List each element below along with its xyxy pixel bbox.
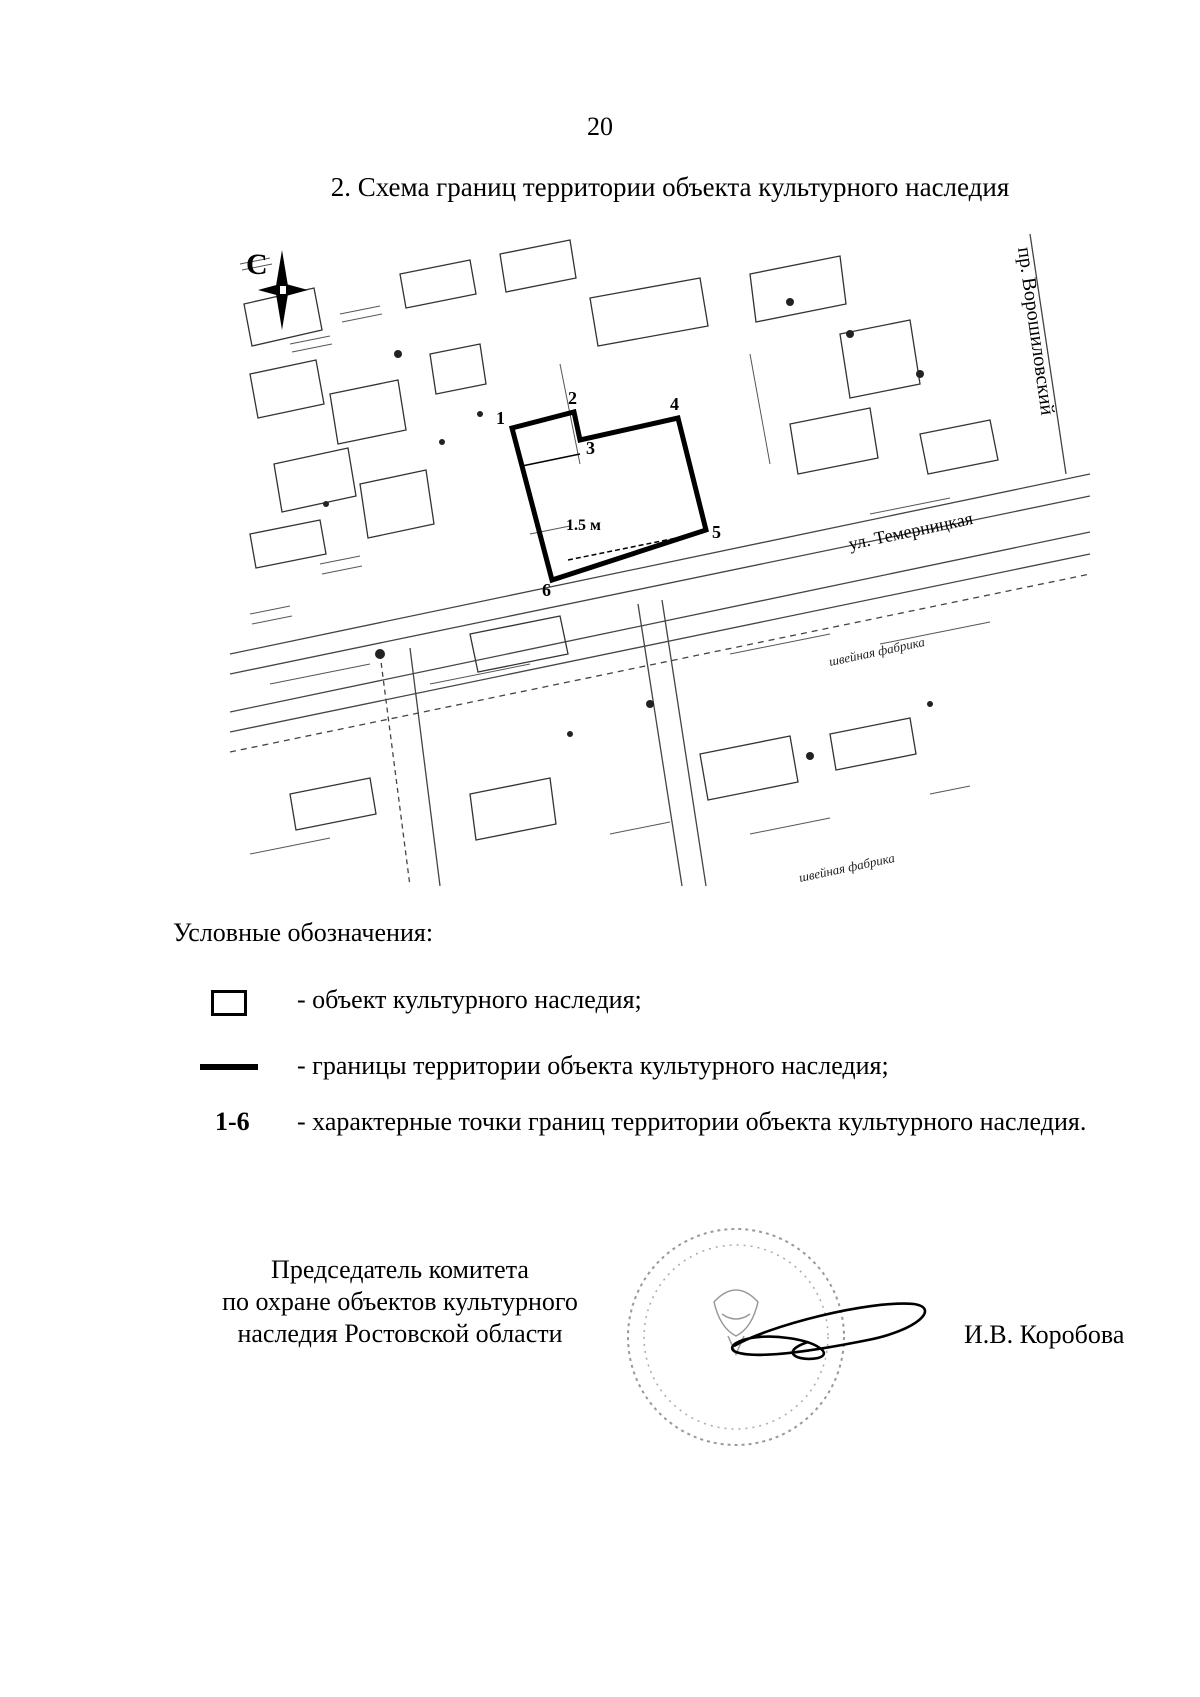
north-label: С [246,248,268,281]
north-arrow [246,248,308,330]
area-note: 1.5 м [566,517,601,534]
signature-stroke [732,1304,925,1359]
street-label-temernitskaya: ул. Темерницкая [846,508,975,554]
boundary-point-label: 6 [542,580,551,600]
factory-label: швейная фабрика [797,849,896,885]
document-heading: 2. Схема границ территории объекта культурного наследия [330,172,1010,202]
street-label-voroshilovsky: пр. Ворошиловский [1013,245,1059,417]
legend-title: Условные обозначения: [173,918,434,947]
boundary-point-label: 1 [496,408,505,428]
seal-inner-ring [644,1245,828,1429]
point-range-label: 1-6 [215,1107,250,1136]
boundary-line-icon [200,1064,258,1070]
signer-position-line: наследия Ростовской области [237,1319,563,1348]
factory-label: швейная фабрика [827,633,926,669]
boundary-point-label: 3 [586,438,595,458]
map-markers [323,298,933,760]
map-svg [230,234,1090,886]
legend-symbol [190,1050,280,1070]
page-number: 20 [587,112,613,141]
object-box-icon [211,990,247,1016]
signer-position [190,1254,610,1350]
seal-and-signature-svg [618,1222,938,1462]
object-boundary [512,412,706,580]
cross-street-lines [380,600,706,886]
official-seal [618,1222,938,1467]
boundary-map [230,234,1090,886]
legend-item-text: - характерные точки границ территории объекта культурного наследия. [297,1107,1087,1136]
map-hatching [240,258,990,854]
signer-name: И.В. Коробова [964,1320,1125,1349]
legend-symbol [190,984,280,1016]
signer-position-line: по охране объектов культурного [222,1287,578,1316]
boundary-point-label: 4 [670,394,679,414]
legend-item-text: - объект культурного наследия; [297,985,642,1014]
boundary-point-label: 2 [568,388,577,408]
legend-item-text: - границы территории объекта культурного наследия; [297,1051,889,1080]
legend-symbol [190,1106,280,1138]
seal-outer-ring [628,1229,844,1445]
boundary-point-label: 5 [712,522,721,542]
signer-position-line: Председатель комитета [271,1255,529,1284]
